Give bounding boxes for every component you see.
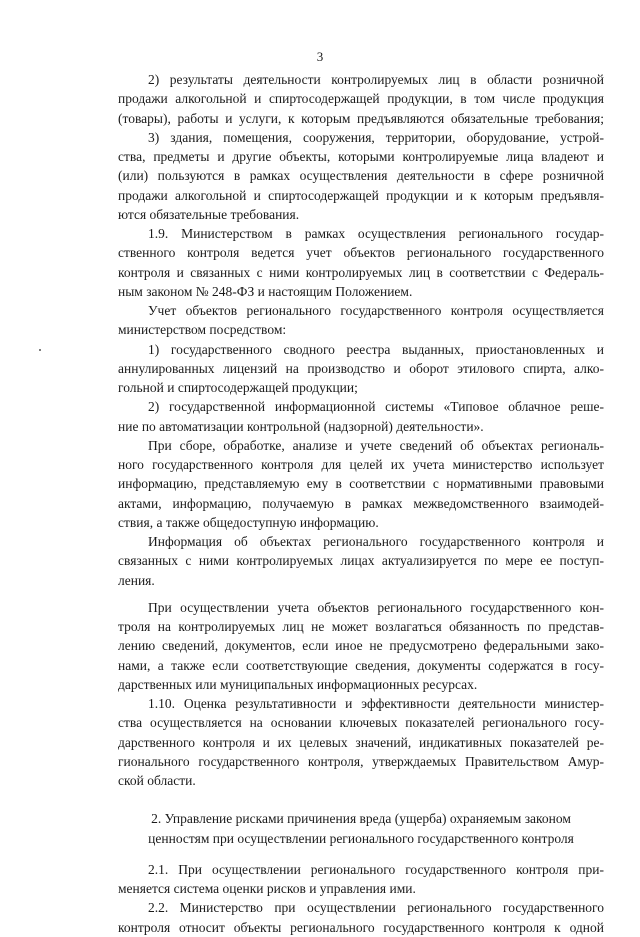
text-line: троля на контролируемых лиц не может возлагаться обязанность по представ- (118, 619, 604, 634)
text-line: ного государственного контроля для целей их учета министерство использует (118, 457, 604, 472)
text-line: гольной и спиртосодержащей продукции; (118, 380, 358, 395)
text-line: нами, а также если соответствующие сведения, документы содержатся в госу- (118, 657, 604, 673)
text-line: министерством посредством: (118, 322, 287, 338)
text-line: При осуществлении учета объектов регионального государственного кон- (148, 599, 604, 615)
text-line: ления. (118, 572, 155, 588)
text-line: актами, информацию, получаемую в рамках межведомственного взаимодей- (118, 495, 604, 511)
text-line: ствия, а также общедоступную информацию. (118, 514, 379, 530)
text-line: 1.9. Министерством в рамках осуществления регионального государ- (148, 226, 604, 241)
text-line: аннулированных лицензий на производство и оборот этилового спирта, алко- (118, 360, 604, 376)
text-line: ства, предметы и другие объекты, которыми контролируемые лица владеют и (118, 149, 604, 164)
text-line: Учет объектов регионального государственного контроля осуществляется (148, 303, 604, 318)
text-line: 2.2. Министерство при осуществлении регионального государственного (148, 900, 604, 916)
text-line: продажи алкогольной и спиртосодержащей продукции и к которым предъявля- (118, 187, 604, 203)
text-line: При сборе, обработке, анализе и учете сведений об объектах региональ- (148, 437, 604, 453)
text-line: (товары), работы и услуги, к которым предъявляются обязательные требования; (118, 110, 604, 126)
text-line: меняется система оценки рисков и управления ими. (118, 881, 416, 896)
document-body (118, 70, 604, 937)
text-line: ным законом № 248-ФЗ и настоящим Положением. (118, 283, 413, 299)
text-line: контроля и связанных с ними контролируемых лиц в соответствии с Федераль- (118, 264, 604, 280)
text-line: контроля относит объекты регионального государственного контроля к одной (118, 919, 604, 935)
text-line: продажи алкогольной и спиртосодержащей продукции, в том числе продукция (118, 91, 604, 107)
text-line: ственного контроля ведется учет объектов регионального государственного (118, 245, 604, 261)
text-line: 1) государственного сводного реестра выданных, приостановленных и (148, 341, 604, 357)
text-line: ской области. (118, 773, 196, 788)
text-line: ние по автоматизации контрольной (надзорной) деятельности». (118, 418, 484, 434)
text-line: 2.1. При осуществлении регионального государственного контроля при- (148, 861, 604, 877)
margin-mark (39, 349, 41, 351)
text-line: дарственных или муниципальных информационных ресурсах. (118, 676, 478, 692)
page-number: 3 (316, 49, 324, 64)
text-line: 2) результаты деятельности контролируемых лиц в области розничной (148, 72, 604, 87)
text-line: связанных с ними контролируемых лицах актуализируется по мере ее поступ- (118, 553, 604, 569)
text-line: Информация об объектах регионального государственного контроля и (148, 534, 604, 549)
text-line: информацию, представляемую ему в соответствии с нормативными правовыми (118, 476, 604, 492)
text-line: 1.10. Оценка результативности и эффективности деятельности министер- (148, 696, 604, 711)
section-heading-line: ценностям при осуществлении регионального государственного контроля (148, 830, 574, 846)
section-heading-line: 2. Управление рисками причинения вреда (ущерба) охраняемым законом (151, 811, 571, 827)
text-line: гионального государственного контроля, утверждаемых Правительством Амур- (118, 753, 604, 769)
text-line: ются обязательные требования. (118, 206, 300, 222)
text-line: 2) государственной информационной системы «Типовое облачное реше- (148, 399, 604, 415)
text-line: дарственного контроля и их целевых значений, индикативных показателей ре- (118, 734, 604, 750)
text-line: лению сведений, документов, если иное не предусмотрено федеральными зако- (118, 638, 604, 654)
text-line: (или) пользуются в рамках осуществления деятельности в сфере розничной (118, 168, 604, 184)
text-line: 3) здания, помещения, сооружения, территории, оборудование, устрой- (148, 129, 604, 145)
text-line: ства осуществляется на основании ключевых показателей регионального госу- (118, 715, 604, 731)
